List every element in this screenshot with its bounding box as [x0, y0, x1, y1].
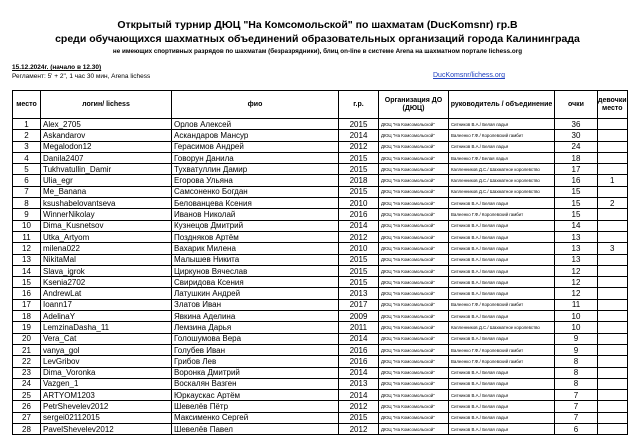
cell-girl-place: [598, 356, 628, 367]
cell-org: ДЮЦ "На Комсомольской": [379, 378, 449, 389]
cell-girl-place: [598, 401, 628, 412]
cell-year: 2014: [339, 220, 379, 231]
cell-login: Tukhvatullin_Damir: [41, 164, 172, 175]
header-org: Организация ДО (ДЮЦ): [379, 91, 449, 119]
cell-fio: Кузнецов Дмитрий: [172, 220, 339, 231]
table-row: [13, 333, 628, 344]
cell-leader: Ситников В.А./ Белая ладья: [449, 198, 555, 209]
cell-org: ДЮЦ "На Комсомольской": [379, 152, 449, 163]
cell-leader: Ситников В.А./ Белая ладья: [449, 367, 555, 378]
cell-points: 16: [555, 175, 598, 186]
cell-fio: Малышев Никита: [172, 254, 339, 265]
results-body: [13, 119, 628, 435]
cell-place: 8: [13, 198, 41, 209]
cell-fio: Орлов Алексей: [172, 119, 339, 130]
table-row: [13, 390, 628, 401]
table-row: [13, 119, 628, 130]
cell-year: 2014: [339, 333, 379, 344]
cell-year: 2015: [339, 277, 379, 288]
cell-fio: Иванов Николай: [172, 209, 339, 220]
table-row: [13, 356, 628, 367]
cell-points: 36: [555, 119, 598, 130]
cell-login: NikitaMal: [41, 254, 172, 265]
cell-points: 13: [555, 243, 598, 254]
cell-fio: Циркунов Вячеслав: [172, 265, 339, 276]
cell-fio: Голубев Иван: [172, 344, 339, 355]
cell-login: Ksenia2702: [41, 277, 172, 288]
cell-leader: Валеенко Г.Ф./ Королевский гамбит: [449, 344, 555, 355]
cell-place: 7: [13, 186, 41, 197]
table-row: [13, 141, 628, 152]
cell-login: Utka_Artyom: [41, 231, 172, 242]
cell-points: 9: [555, 333, 598, 344]
cell-year: 2014: [339, 130, 379, 141]
cell-girl-place: [598, 311, 628, 322]
cell-org: ДЮЦ "На Комсомольской": [379, 231, 449, 242]
table-row: [13, 220, 628, 231]
cell-login: Slava_igrok: [41, 265, 172, 276]
cell-fio: Юркаускас Артём: [172, 390, 339, 401]
table-row: [13, 311, 628, 322]
cell-place: 21: [13, 344, 41, 355]
cell-leader: Калленников Д.С./ Шахматное королевство: [449, 175, 555, 186]
cell-place: 11: [13, 231, 41, 242]
cell-year: 2017: [339, 299, 379, 310]
cell-girl-place: [598, 265, 628, 276]
cell-leader: Ситников В.А./ Белая ладья: [449, 333, 555, 344]
cell-girl-place: [598, 333, 628, 344]
cell-leader: Ситников В.А./ Белая ладья: [449, 311, 555, 322]
cell-place: 24: [13, 378, 41, 389]
cell-org: ДЮЦ "На Комсомольской": [379, 288, 449, 299]
table-row: [13, 254, 628, 265]
cell-fio: Златов Иван: [172, 299, 339, 310]
cell-place: 17: [13, 299, 41, 310]
cell-login: AndrewLat: [41, 288, 172, 299]
cell-login: Ioann17: [41, 299, 172, 310]
cell-place: 22: [13, 356, 41, 367]
cell-points: 12: [555, 277, 598, 288]
table-row: [13, 186, 628, 197]
cell-login: Danila2407: [41, 152, 172, 163]
cell-girl-place: 1: [598, 175, 628, 186]
cell-place: 6: [13, 175, 41, 186]
cell-fio: Свиридова Ксения: [172, 277, 339, 288]
cell-points: 7: [555, 401, 598, 412]
cell-login: vanya_gol: [41, 344, 172, 355]
cell-year: 2010: [339, 198, 379, 209]
cell-login: Ulia_egr: [41, 175, 172, 186]
header-girls: девочки место: [598, 91, 628, 119]
header-points: очки: [555, 91, 598, 119]
cell-year: 2011: [339, 322, 379, 333]
cell-year: 2015: [339, 152, 379, 163]
document-description: не имеющих спортивных разрядов по шахматам (безразрядники), блиц on-line в системе Arena на шахматном портале lichess.org: [112, 48, 523, 55]
cell-year: 2016: [339, 209, 379, 220]
results-table: [12, 90, 628, 435]
cell-org: ДЮЦ "На Комсомольской": [379, 401, 449, 412]
cell-org: ДЮЦ "На Комсомольской": [379, 344, 449, 355]
cell-year: 2012: [339, 141, 379, 152]
cell-org: ДЮЦ "На Комсомольской": [379, 311, 449, 322]
cell-place: 25: [13, 390, 41, 401]
cell-place: 10: [13, 220, 41, 231]
cell-points: 10: [555, 322, 598, 333]
cell-org: ДЮЦ "На Комсомольской": [379, 254, 449, 265]
table-row: [13, 378, 628, 389]
cell-place: 18: [13, 311, 41, 322]
cell-girl-place: 2: [598, 198, 628, 209]
cell-fio: Говорун Данила: [172, 152, 339, 163]
cell-points: 14: [555, 220, 598, 231]
cell-org: ДЮЦ "На Комсомольской": [379, 141, 449, 152]
cell-points: 30: [555, 130, 598, 141]
cell-fio: Поздняков Артём: [172, 231, 339, 242]
cell-points: 17: [555, 164, 598, 175]
cell-org: ДЮЦ "На Комсомольской": [379, 175, 449, 186]
cell-fio: Вахарик Милена: [172, 243, 339, 254]
cell-year: 2012: [339, 424, 379, 435]
cell-year: 2015: [339, 412, 379, 423]
table-row: [13, 231, 628, 242]
cell-girl-place: [598, 254, 628, 265]
cell-org: ДЮЦ "На Комсомольской": [379, 243, 449, 254]
cell-leader: Ситников В.А./ Белая ладья: [449, 412, 555, 423]
cell-login: sergei02112015: [41, 412, 172, 423]
cell-leader: Валеенко Г.Ф./ Королевский гамбит: [449, 130, 555, 141]
cell-girl-place: [598, 209, 628, 220]
cell-place: 19: [13, 322, 41, 333]
cell-place: 15: [13, 277, 41, 288]
cell-place: 26: [13, 401, 41, 412]
table-row: [13, 209, 628, 220]
cell-girl-place: [598, 299, 628, 310]
cell-place: 20: [13, 333, 41, 344]
cell-points: 15: [555, 198, 598, 209]
cell-org: ДЮЦ "На Комсомольской": [379, 198, 449, 209]
cell-login: Megalodon12: [41, 141, 172, 152]
table-row: [13, 367, 628, 378]
table-row: [13, 243, 628, 254]
cell-girl-place: [598, 186, 628, 197]
cell-fio: Латушкин Андрей: [172, 288, 339, 299]
cell-place: 1: [13, 119, 41, 130]
cell-login: AdelinaY: [41, 311, 172, 322]
cell-org: ДЮЦ "На Комсомольской": [379, 164, 449, 175]
cell-login: milena022: [41, 243, 172, 254]
cell-year: 2015: [339, 186, 379, 197]
cell-place: 9: [13, 209, 41, 220]
cell-login: PetrShevelev2012: [41, 401, 172, 412]
cell-leader: Ситников В.А./ Белая ладья: [449, 265, 555, 276]
header-fio: фио: [172, 91, 339, 119]
cell-org: ДЮЦ "На Комсомольской": [379, 130, 449, 141]
cell-login: Vazgen_1: [41, 378, 172, 389]
table-row: [13, 322, 628, 333]
document-subtitle: среди обучающихся шахматных объединений образовательных организаций города Калининграда: [55, 33, 580, 45]
cell-login: LevGribov: [41, 356, 172, 367]
cell-leader: Валеенко Г.Ф./ Королевский гамбит: [449, 209, 555, 220]
cell-leader: Калленников Д.С./ Шахматное королевство: [449, 186, 555, 197]
cell-girl-place: [598, 220, 628, 231]
cell-org: ДЮЦ "На Комсомольской": [379, 186, 449, 197]
table-row: [13, 152, 628, 163]
cell-girl-place: [598, 277, 628, 288]
cell-year: 2013: [339, 378, 379, 389]
cell-girl-place: [598, 378, 628, 389]
table-row: [13, 198, 628, 209]
cell-points: 12: [555, 265, 598, 276]
cell-girl-place: [598, 152, 628, 163]
cell-points: 13: [555, 231, 598, 242]
cell-login: Vera_Cat: [41, 333, 172, 344]
cell-leader: Ситников В.А./ Белая ладья: [449, 378, 555, 389]
cell-place: 23: [13, 367, 41, 378]
cell-leader: Ситников В.А./ Белая ладья: [449, 231, 555, 242]
table-row: [13, 130, 628, 141]
header-login: логин/ lichess: [41, 91, 172, 119]
cell-fio: Воронка Дмитрий: [172, 367, 339, 378]
table-row: [13, 164, 628, 175]
header-place: место: [13, 91, 41, 119]
table-row: [13, 401, 628, 412]
cell-place: 28: [13, 424, 41, 435]
cell-org: ДЮЦ "На Комсомольской": [379, 356, 449, 367]
cell-points: 15: [555, 209, 598, 220]
cell-login: Dima_Kusnetsov: [41, 220, 172, 231]
cell-leader: Калленников Д.С./ Шахматное королевство: [449, 164, 555, 175]
cell-year: 2015: [339, 265, 379, 276]
cell-leader: Ситников В.А./ Белая ладья: [449, 424, 555, 435]
cell-points: 8: [555, 367, 598, 378]
cell-login: ksushabelovantseva: [41, 198, 172, 209]
cell-girl-place: [598, 164, 628, 175]
tournament-date: 15.12.2024г. (начало в 12.30): [12, 64, 102, 71]
cell-org: ДЮЦ "На Комсомольской": [379, 412, 449, 423]
cell-fio: Тухватуллин Дамир: [172, 164, 339, 175]
cell-girl-place: [598, 141, 628, 152]
cell-year: 2018: [339, 175, 379, 186]
cell-fio: Явкина Аделина: [172, 311, 339, 322]
cell-fio: Самсоненко Богдан: [172, 186, 339, 197]
cell-org: ДЮЦ "На Комсомольской": [379, 424, 449, 435]
cell-points: 9: [555, 344, 598, 355]
cell-org: ДЮЦ "На Комсомольской": [379, 367, 449, 378]
cell-year: 2015: [339, 164, 379, 175]
table-row: [13, 299, 628, 310]
cell-place: 12: [13, 243, 41, 254]
cell-fio: Воскалян Вазген: [172, 378, 339, 389]
cell-points: 7: [555, 390, 598, 401]
cell-login: LemzinaDasha_11: [41, 322, 172, 333]
regulation-text: Регламент: 5' + 2", 1 час 30 мин, Arena lichess: [12, 73, 151, 80]
cell-org: ДЮЦ "На Комсомольской": [379, 220, 449, 231]
cell-fio: Максименко Сергей: [172, 412, 339, 423]
cell-year: 2015: [339, 119, 379, 130]
table-row: [13, 344, 628, 355]
cell-login: Me_Banana: [41, 186, 172, 197]
cell-year: 2016: [339, 344, 379, 355]
cell-girl-place: [598, 412, 628, 423]
cell-org: ДЮЦ "На Комсомольской": [379, 333, 449, 344]
cell-points: 18: [555, 152, 598, 163]
cell-year: 2014: [339, 390, 379, 401]
cell-girl-place: [598, 288, 628, 299]
header-leader: руководитель / объединение: [449, 91, 555, 119]
cell-place: 13: [13, 254, 41, 265]
cell-points: 24: [555, 141, 598, 152]
table-header-row: [13, 91, 628, 119]
tournament-link[interactable]: DucKomsnr/lichess.org: [433, 72, 505, 79]
cell-leader: Ситников В.А./ Белая ладья: [449, 390, 555, 401]
cell-points: 11: [555, 299, 598, 310]
cell-year: 2015: [339, 254, 379, 265]
cell-place: 2: [13, 130, 41, 141]
cell-place: 3: [13, 141, 41, 152]
cell-fio: Шевелёв Пётр: [172, 401, 339, 412]
cell-year: 2012: [339, 231, 379, 242]
cell-org: ДЮЦ "На Комсомольской": [379, 390, 449, 401]
cell-fio: Шевелёв Павел: [172, 424, 339, 435]
cell-login: ARTYOM1203: [41, 390, 172, 401]
cell-points: 8: [555, 356, 598, 367]
cell-fio: Голошумова Вера: [172, 333, 339, 344]
cell-org: ДЮЦ "На Комсомольской": [379, 277, 449, 288]
cell-place: 27: [13, 412, 41, 423]
cell-girl-place: [598, 367, 628, 378]
cell-leader: Калленников Д.С./ Шахматное королевство: [449, 322, 555, 333]
cell-login: Askandarov: [41, 130, 172, 141]
cell-points: 8: [555, 378, 598, 389]
cell-place: 4: [13, 152, 41, 163]
cell-org: ДЮЦ "На Комсомольской": [379, 119, 449, 130]
table-row: [13, 288, 628, 299]
cell-year: 2016: [339, 356, 379, 367]
cell-points: 12: [555, 288, 598, 299]
cell-girl-place: [598, 130, 628, 141]
cell-year: 2009: [339, 311, 379, 322]
cell-login: WinnerNikolay: [41, 209, 172, 220]
cell-login: Alex_2705: [41, 119, 172, 130]
cell-fio: Аскандаров Мансур: [172, 130, 339, 141]
cell-org: ДЮЦ "На Комсомольской": [379, 265, 449, 276]
table-row: [13, 277, 628, 288]
cell-year: 2010: [339, 243, 379, 254]
cell-points: 15: [555, 186, 598, 197]
cell-year: 2014: [339, 367, 379, 378]
cell-points: 13: [555, 254, 598, 265]
cell-org: ДЮЦ "На Комсомольской": [379, 299, 449, 310]
cell-points: 7: [555, 412, 598, 423]
cell-leader: Валеенко Г.Ф./ Белая ладья: [449, 152, 555, 163]
cell-place: 5: [13, 164, 41, 175]
cell-leader: Ситников В.А./ Белая ладья: [449, 243, 555, 254]
cell-girl-place: 3: [598, 243, 628, 254]
cell-leader: Ситников В.А./ Белая ладья: [449, 119, 555, 130]
cell-leader: Валеенко Г.Ф./ Королевский гамбит: [449, 299, 555, 310]
cell-leader: Ситников В.А./ Белая ладья: [449, 141, 555, 152]
cell-fio: Герасимов Андрей: [172, 141, 339, 152]
cell-leader: Ситников В.А./ Белая ладья: [449, 288, 555, 299]
cell-fio: Грибов Лев: [172, 356, 339, 367]
cell-year: 2013: [339, 288, 379, 299]
cell-girl-place: [598, 231, 628, 242]
cell-org: ДЮЦ "На Комсомольской": [379, 322, 449, 333]
cell-leader: Ситников В.А./ Белая ладья: [449, 254, 555, 265]
cell-leader: Ситников В.А./ Белая ладья: [449, 401, 555, 412]
cell-leader: Валеенко Г.Ф./ Королевский гамбит: [449, 356, 555, 367]
table-row: [13, 175, 628, 186]
table-row: [13, 424, 628, 435]
header-year: г.р.: [339, 91, 379, 119]
cell-year: 2012: [339, 401, 379, 412]
cell-girl-place: [598, 390, 628, 401]
cell-girl-place: [598, 119, 628, 130]
table-row: [13, 412, 628, 423]
cell-login: PavelShevelev2012: [41, 424, 172, 435]
cell-girl-place: [598, 322, 628, 333]
cell-girl-place: [598, 424, 628, 435]
cell-fio: Белованцева Ксения: [172, 198, 339, 209]
cell-girl-place: [598, 344, 628, 355]
cell-points: 10: [555, 311, 598, 322]
cell-points: 6: [555, 424, 598, 435]
document-title: Открытый турнир ДЮЦ "На Комсомольской" по шахматам (DucKomsnr) гр.В: [117, 19, 518, 31]
cell-login: Dima_Voronka: [41, 367, 172, 378]
cell-place: 14: [13, 265, 41, 276]
cell-org: ДЮЦ "На Комсомольской": [379, 209, 449, 220]
cell-fio: Егорова Ульяна: [172, 175, 339, 186]
table-row: [13, 265, 628, 276]
cell-place: 16: [13, 288, 41, 299]
cell-leader: Ситников В.А./ Белая ладья: [449, 220, 555, 231]
cell-fio: Лемзина Дарья: [172, 322, 339, 333]
cell-leader: Ситников В.А./ Белая ладья: [449, 277, 555, 288]
